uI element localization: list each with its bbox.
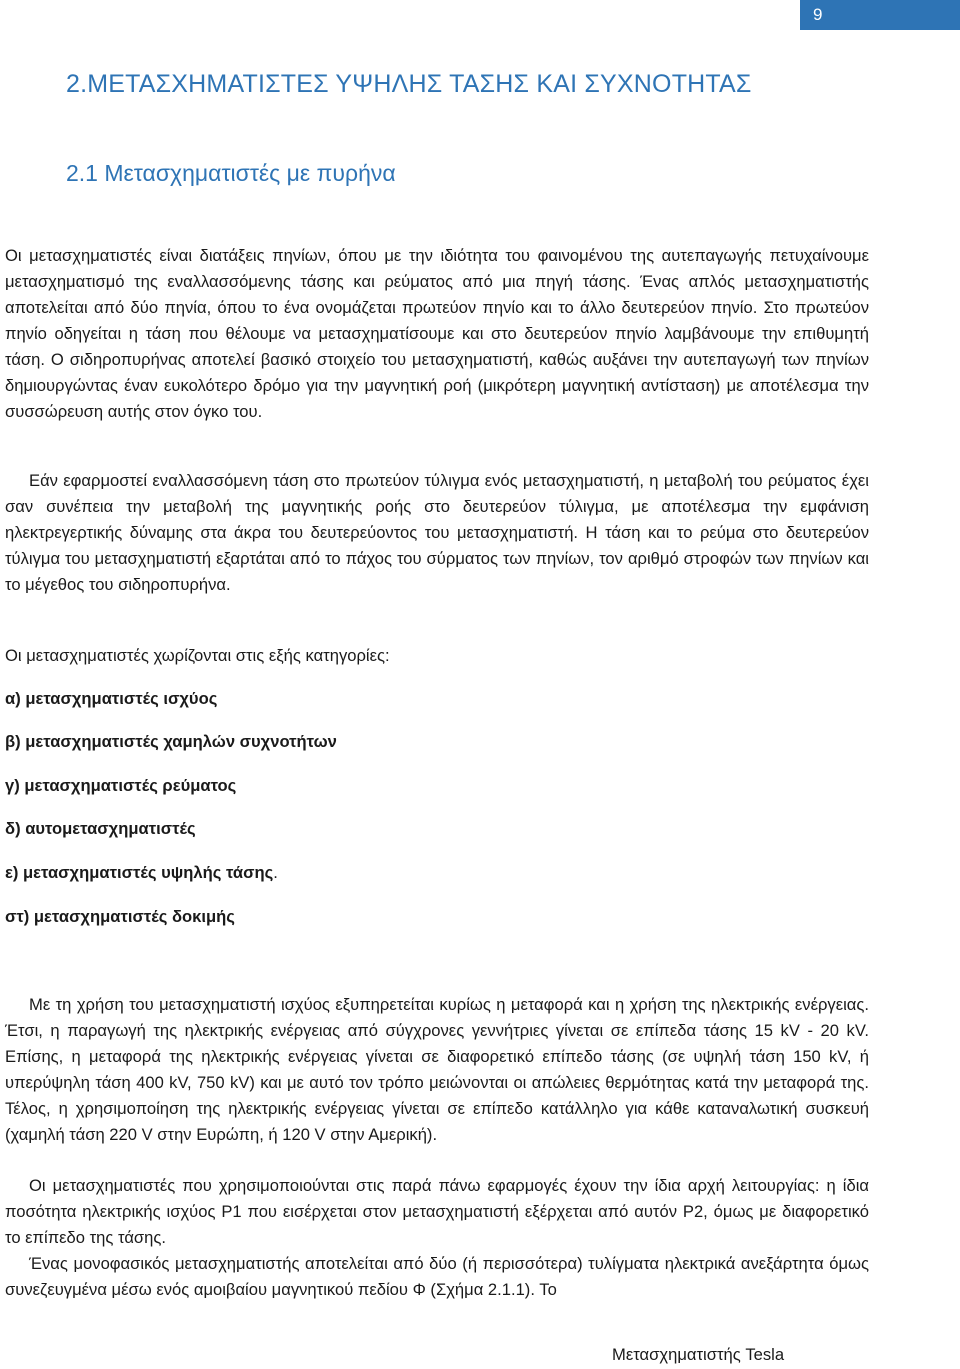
page-number: 9 xyxy=(813,5,823,24)
category-label: ε) μετασχηματιστές υψηλής τάσης xyxy=(5,863,274,882)
categories-intro: Οι μετασχηματιστές χωρίζονται στις εξής κατηγορίες: xyxy=(5,646,390,665)
operating-principle-paragraph: Οι μετασχηματιστές που χρησιμοποιούνται στις παρά πάνω εφαρμογές έχουν την ίδια αρχή λειτουργίας: η ίδια ποσότητα ηλεκτρικής ισχύος P1 που εισέρχεται στον μετασχηματιστή εξέρχεται από αυτόν P2, όμως με διαφορετικό το επίπεδο της τάσης. xyxy=(5,1176,869,1247)
category-item: δ) αυτομετασχηματιστές xyxy=(5,819,196,838)
emf-paragraph: Εάν εφαρμοστεί εναλλασσόμενη τάση στο πρωτεύον τύλιγμα ενός μετασχηματιστή, η μεταβολή του ρεύματος έχει σαν συνέπεια την μεταβολή της μαγνητικής ροής στο δευτερεύον τύλιγμα, με αποτέλεσμα την εμφάνιση ηλεκτρεγερτικής δύναμης στα άκρα του δευτερεύοντος του μετασχηματιστή. Η τάση και το ρεύμα στο δευτερεύον τύλιγμα του μετασχηματιστή εξαρτάται από το πάχος του σύρματος των πηνίων, τον αριθμό στροφών των πηνίων και το μέγεθος του σιδηροπυρήνα. xyxy=(5,471,869,594)
category-item xyxy=(5,860,278,886)
section-title: 2.1 Μετασχηματιστές με πυρήνα xyxy=(66,160,396,186)
intro-paragraph: Οι μετασχηματιστές είναι διατάξεις πηνίων, όπου με την ιδιότητα του φαινομένου της αυτεπαγωγής πετυχαίνουμε μετασχηματισμό της εναλλασσόμενης τάσης και ρεύματος από μια πηγή τάσης. Ένας απλός μετασχηματιστής αποτελείται από δύο πηνία, όπου το ένα ονομάζεται πρωτεύον πηνίο και το άλλο δευτερεύον πηνίο. Στο πρωτεύον πηνίο οδηγείται η τάση που θέλουμε να μετασχηματίσουμε και στο δευτερεύον πηνίο λαμβάνουμε την επιθυμητή τάση. Ο σιδηροπυρήνας αποτελεί βασικό στοιχείο του μετασχηματιστή, καθώς αυξάνει την αυτεπαγωγή των πηνίων δημιουργώντας έναν ευκολότερο δρόμο για την μαγνητική ροή (μικρότερη μαγνητική αντίσταση) με αποτέλεσμα την συσσώρευση αυτής στον όγκο του. xyxy=(5,246,869,421)
category-suffix: . xyxy=(273,863,278,882)
single-phase-paragraph: Ένας μονοφασικός μετασχηματιστής αποτελείται από δύο (ή περισσότερα) τυλίγματα ηλεκτρικά ανεξάρτητα όμως συνεζευγμένα μέσω ενός αμοιβαίου μαγνητικού πεδίου Φ (Σχήμα 2.1.1). Το xyxy=(5,1254,869,1299)
category-item: β) μετασχηματιστές χαμηλών συχνοτήτων xyxy=(5,732,337,751)
chapter-title: 2.ΜΕΤΑΣΧΗΜΑΤΙΣΤΕΣ ΥΨΗΛΗΣ ΤΑΣΗΣ ΚΑΙ ΣΥΧΝΟΤΗΤΑΣ xyxy=(66,70,752,98)
footer-title: Μετασχηματιστής Tesla xyxy=(612,1345,785,1364)
category-item: γ) μετασχηματιστές ρεύματος xyxy=(5,776,237,795)
category-item: α) μετασχηματιστές ισχύος xyxy=(5,689,218,708)
power-transformer-paragraph: Με τη χρήση του μετασχηματιστή ισχύος εξυπηρετείται κυρίως η μεταφορά και η χρήση της ηλεκτρικής ενέργειας. Έτσι, η παραγωγή της ηλεκτρικής ενέργειας από σύγχρονες γεννήτριες γίνεται σε επίπεδα τάσης 15 kV - 20 kV. Επίσης, η μεταφορά της ηλεκτρικής ενέργειας γίνεται σε διαφορετικό επίπεδο τάσης (σε υψηλή τάση 150 kV, ή υπερύψηλη τάση 400 kV, 750 kV) και με αυτό τον τρόπο μειώνονται οι απώλειες θερμότητας κατά την μεταφορά της. Τέλος, η χρησιμοποίηση της ηλεκτρικής ενέργειας γίνεται σε επίπεδο κατάλληλο για κάθε καταναλωτική συσκευή (χαμηλή τάση 220 V στην Ευρώπη, ή 120 V στην Αμερική). xyxy=(5,995,869,1144)
category-item: στ) μετασχηματιστές δοκιμής xyxy=(5,907,235,926)
page-number-tab xyxy=(800,0,960,30)
